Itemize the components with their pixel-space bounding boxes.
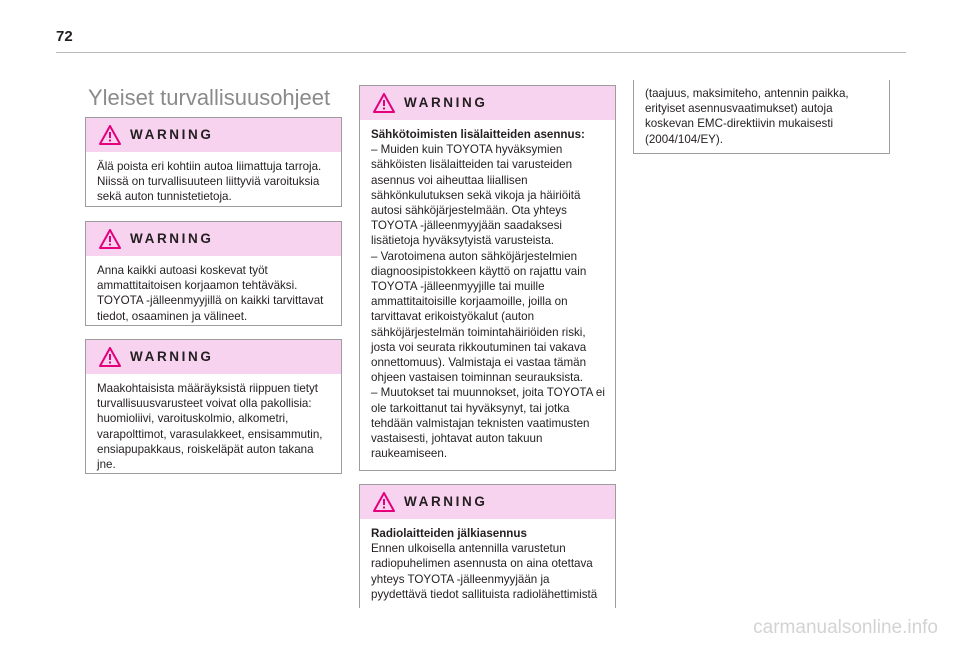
- warning-label: WARNING: [130, 231, 214, 246]
- warning-label: WARNING: [404, 95, 488, 110]
- continuation-text: (taajuus, maksimiteho, antennin paikka, erityiset asennusvaatimukset) autoja koskevan EMC-direktiivin mukaisesti (2004/104/EY).: [645, 87, 849, 146]
- warning-header: [86, 222, 341, 256]
- warning-body: [360, 519, 615, 610]
- warning-header: [360, 485, 615, 519]
- warning-header: [360, 86, 615, 120]
- warning-body: [86, 152, 341, 213]
- warning-label: WARNING: [404, 494, 488, 509]
- warning-box-1: [85, 117, 342, 207]
- warning-box-2: [85, 221, 342, 326]
- watermark: carmanualsonline.info: [753, 617, 938, 638]
- warning-body: [86, 256, 341, 332]
- warning-box-4: [359, 85, 616, 471]
- warning-text: – Muiden kuin TOYOTA hyväksymien sähköisten lisälaitteiden tai varusteiden asennus voi aiheuttaa liiallisen sähkönkulutuksen sekä vikoja ja häiriöitä autosi sähköjärjestelmään. Ota yhteys TOYOTA -jälleenmyyjään saadaksesi lisätietoja hyväksytyistä varusteista.: [371, 143, 581, 248]
- warning-text: Ennen ulkoisella antennilla varustetun radiopuhelimen asennusta on aina otettava yhteys TOYOTA -jälleenmyyjään ja pyydettävä tiedot sallituista radiolähettimistä: [371, 542, 598, 601]
- warning-triangle-icon: [373, 93, 395, 113]
- warning-header: [86, 118, 341, 152]
- page-number: 72: [56, 28, 73, 45]
- warning-title: Radiolaitteiden jälkiasennus: [371, 527, 527, 540]
- warning-triangle-icon: [99, 347, 121, 367]
- warning-text: – Varotoimena auton sähköjärjestelmien diagnoosipistokkeen käyttö on rajattu vain TOYOTA -jälleenmyyjille tai muille ammattitaitoisille korjaamoille, joilla on tarvittavat erikoistyökalut (auton sähköjärjestelmän toimintahäiriöiden riski, josta voi seurata rikkoutuminen tai vakava onnettomuus). Valmistaja ei vastaa tämän ohjeen vastaisen toiminnan seurauksista.: [371, 249, 587, 385]
- warning-triangle-icon: [373, 492, 395, 512]
- warning-text: Anna kaikki autoasi koskevat työt ammattitaitoisen korjaamon tehtäväksi. TOYOTA -jälleenmyyjillä on kaikki tarvittavat tiedot, osaaminen ja välineet.: [97, 264, 324, 323]
- warning-triangle-icon: [99, 125, 121, 145]
- continuation-body: [634, 80, 889, 155]
- continuation-box: [633, 80, 890, 154]
- warning-label: WARNING: [130, 127, 214, 142]
- page-heading: Yleiset turvallisuusohjeet: [88, 85, 331, 110]
- header-rule: [56, 52, 906, 53]
- warning-triangle-icon: [99, 229, 121, 249]
- warning-title: Sähkötoimisten lisälaitteiden asennus:: [371, 128, 585, 141]
- warning-box-3: [85, 339, 342, 474]
- warning-header: [86, 340, 341, 374]
- warning-body: [86, 374, 341, 480]
- warning-text: – Muutokset tai muunnokset, joita TOYOTA ei ole tarkoittanut tai hyväksynyt, tai jotka tehdään valmistajan teknisten vaatimusten vastaisesti, johtavat auton takuun raukeamiseen.: [371, 386, 605, 461]
- warning-label: WARNING: [130, 349, 214, 364]
- warning-text: Älä poista eri kohtiin autoa liimattuja tarroja. Niissä on turvallisuuteen liittyviä varoituksia sekä auton tunnistetietoja.: [97, 160, 322, 204]
- warning-text: Maakohtaisista määräyksistä riippuen tietyt turvallisuusvarusteet voivat olla pakollisia: huomioliivi, varoituskolmio, alkometri, varapolttimot, varasulakkeet, ensisammutin, ensiapupakkaus, roiskeläpät auton takana jne.: [97, 382, 323, 472]
- warning-box-5: [359, 484, 616, 608]
- warning-body: [360, 120, 615, 469]
